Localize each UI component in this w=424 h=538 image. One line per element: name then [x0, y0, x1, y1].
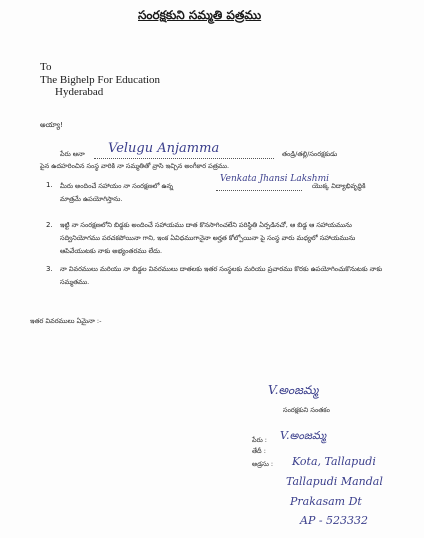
item-1-line2: మాత్రమే ఉపయోగిస్తాను.	[60, 195, 123, 203]
name-value-handwritten: V.అంజమ్మ	[280, 429, 327, 442]
student-name-handwritten: Venkata Jhansi Lakshmi	[220, 174, 330, 184]
item-2-text: ఇట్టి నా సంరక్షణలోని బిడ్డకు అందించే సహాయము దాత కొనసాగించలేని పరిస్థితి ఏర్పడినచో, ఆ బిడ్డ ఆ సహాయమును సద్వినియోగము పరచకపోయినా గాని, ఇంక ఏవిధముగానైనా అర్హత కోల్పోయినా పై సంస్థ వారు మధ్యలో సహాయమును ఆపివేయుటకు నాకు అభ్యంతరము లేదు.	[60, 221, 356, 255]
item-1-number: 1.	[46, 181, 53, 189]
address-label: అడ్రసు :	[252, 460, 274, 468]
addressee-org: The Bighelp For Education	[40, 74, 161, 86]
intro-line2: పైన ఉదహరించిన సంస్థ వారికి నా సమ్మతితో వ్రాసి ఇచ్చిన అంగీకార పత్రము.	[40, 162, 230, 170]
item-3-text: నా వివరములు మరియు నా బిడ్డల వివరములు దాతలకు ఇతర సంస్థలకు మరియు ప్రచారము కొరకు ఉపయోగించుకొనుటకు నాకు సమ్మతము.	[60, 265, 383, 286]
guardian-name-line	[94, 158, 274, 159]
date-label: తేదీ :	[252, 447, 266, 455]
item-3-number: 3.	[46, 265, 53, 273]
intro-suffix: తండ్రి/తల్లి/సంరక్షకుడు	[282, 150, 338, 158]
student-name-line	[216, 190, 302, 191]
guardian-name-handwritten: Velugu Anjamma	[108, 141, 220, 156]
item-2-number: 2.	[46, 221, 53, 229]
item-1-part1: మీరు అందించే సహాయం నా సంరక్షణలో ఉన్న	[60, 182, 174, 190]
to-label: To	[40, 61, 52, 73]
intro-prefix: పేరు ఆనా	[60, 150, 85, 158]
guardian-signature: V.అంజమ్మ	[268, 383, 319, 397]
name-label: పేరు :	[252, 436, 267, 444]
addressee-city: Hyderabad	[55, 86, 104, 98]
address-line-4: AP - 523332	[300, 514, 369, 527]
salutation: అయ్యా!	[40, 121, 63, 129]
address-line-1: Kota, Tallapudi	[292, 455, 376, 468]
item-1-part2: యొక్క విద్యాభివృద్ధికి	[312, 182, 366, 190]
address-line-3: Prakasam Dt	[290, 495, 362, 508]
page-title: సంరక్షకుని సమ్మతి పత్రము	[138, 8, 262, 22]
other-details-label: ఇతర వివరములు ఏమైనా :-	[30, 317, 102, 325]
address-line-2: Tallapudi Mandal	[286, 475, 383, 488]
signature-caption: సంరక్షకుని సంతకం	[283, 406, 330, 414]
